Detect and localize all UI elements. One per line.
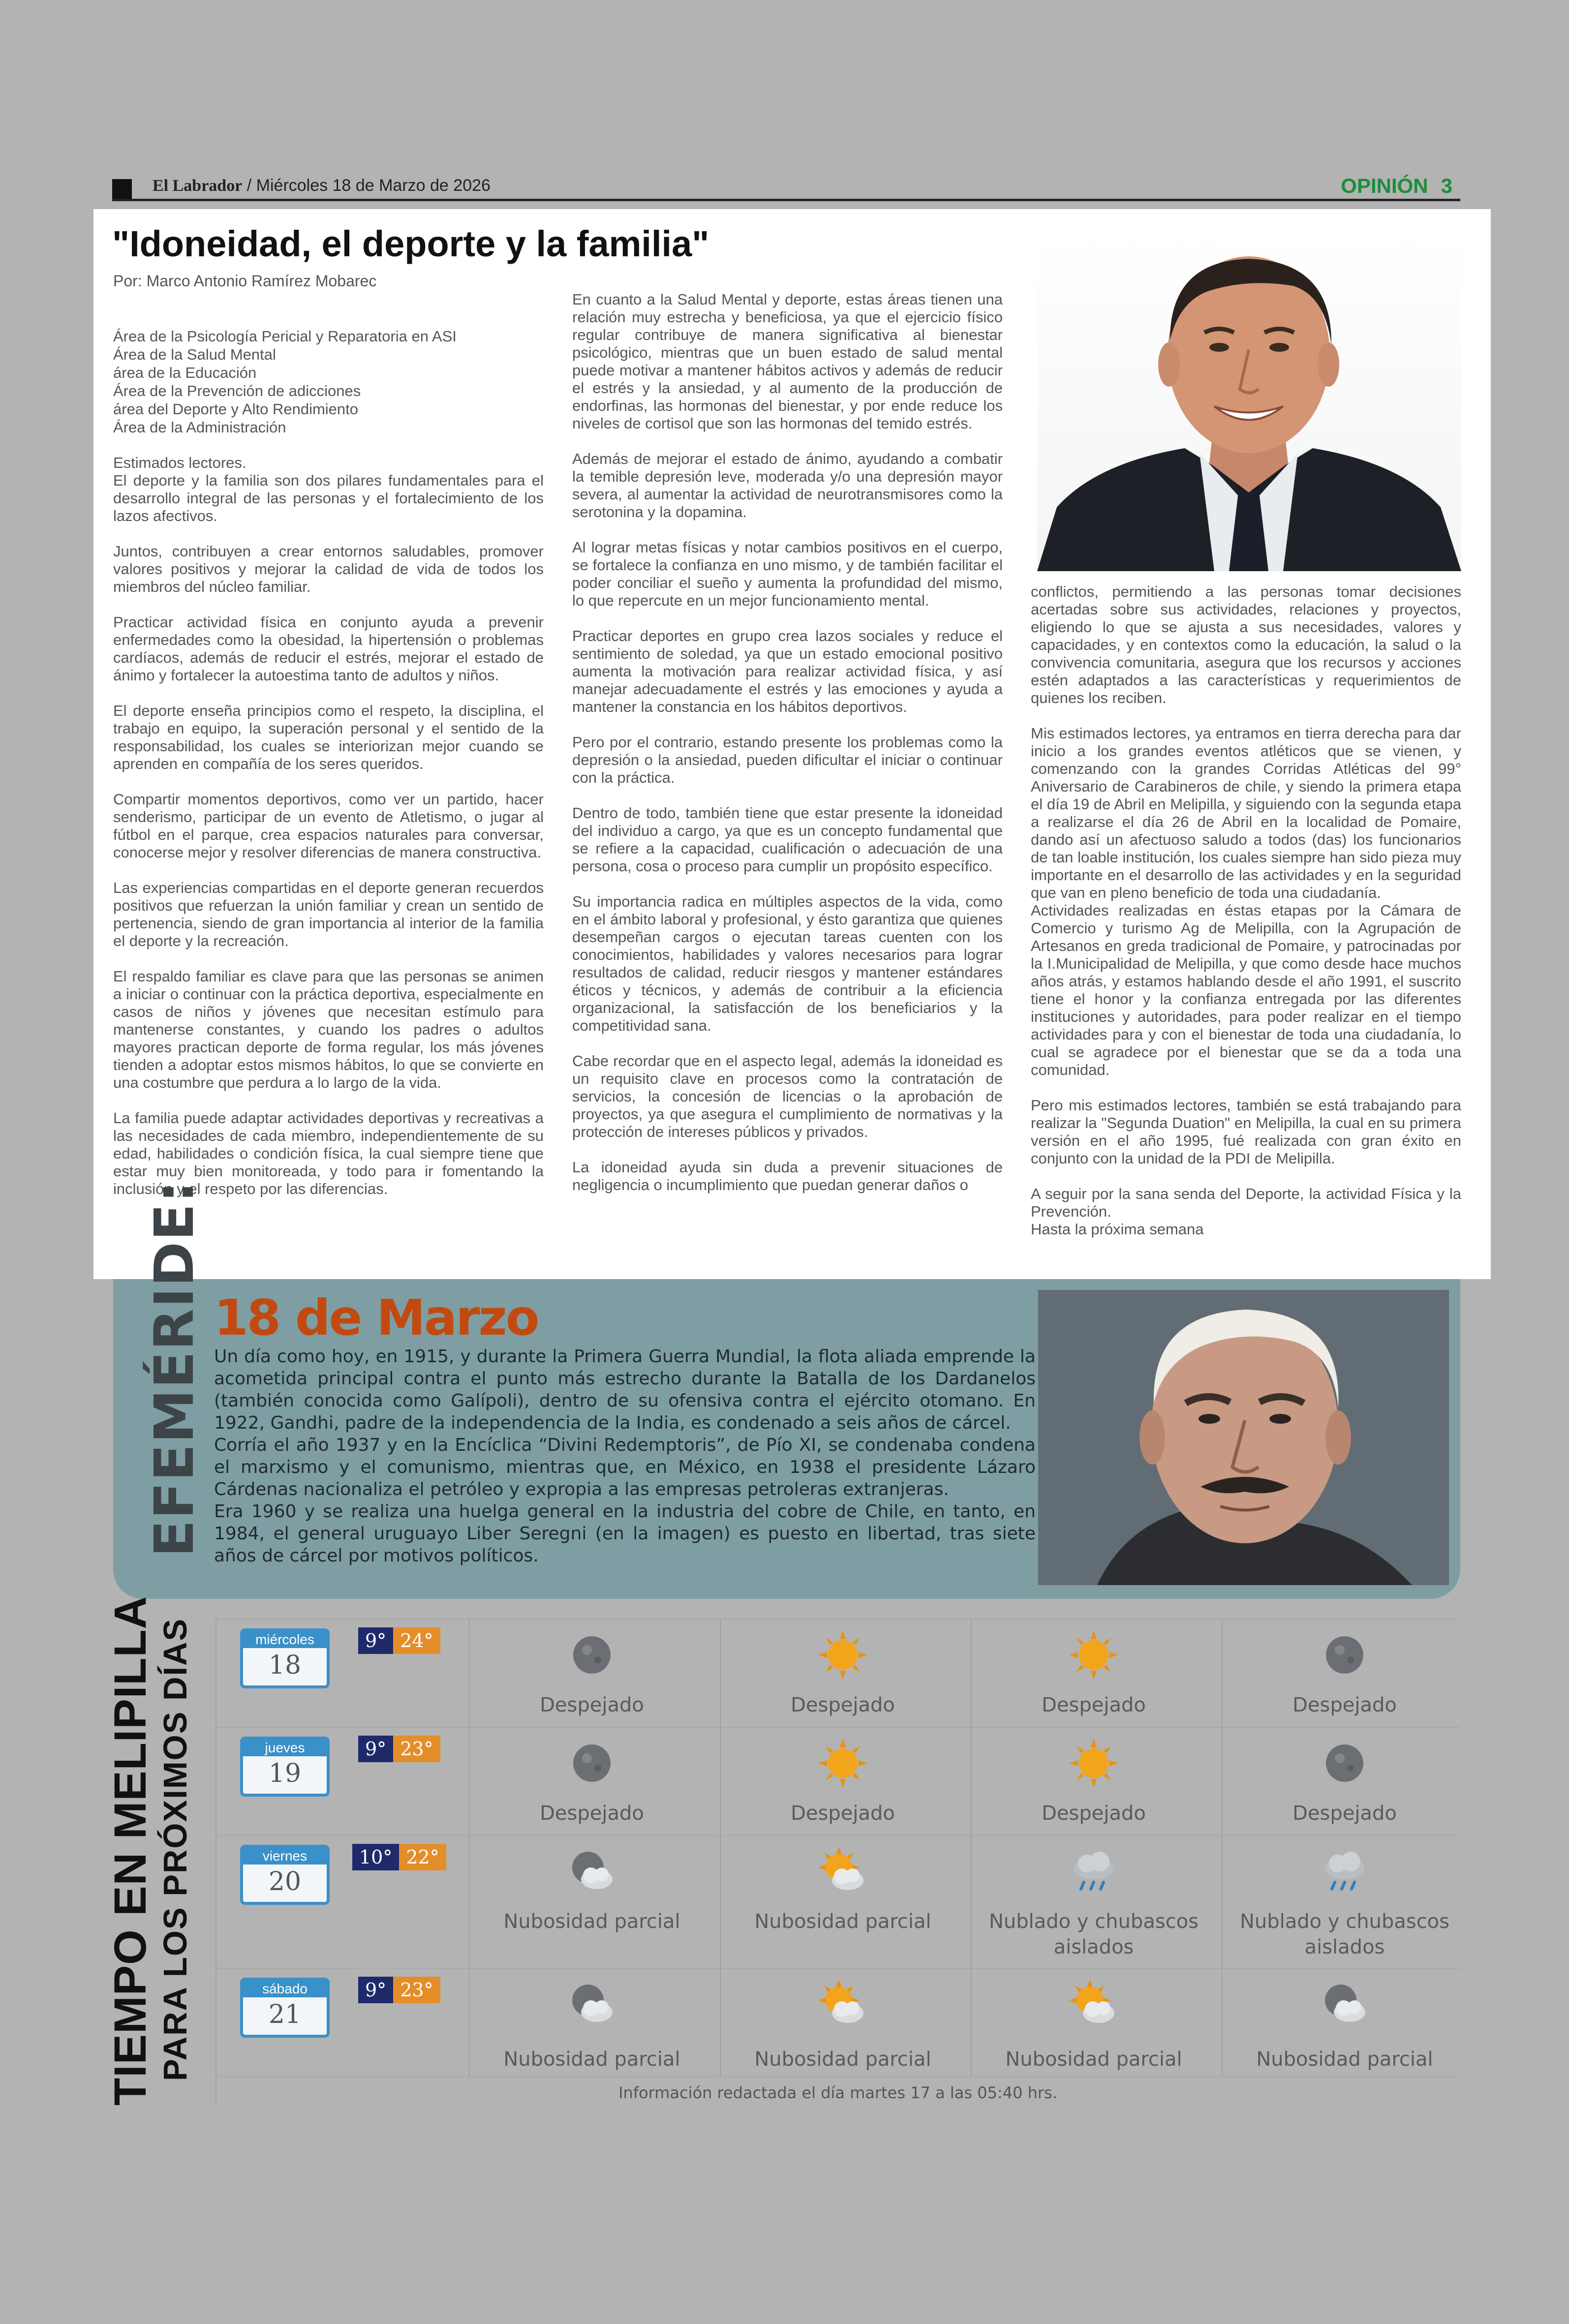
paragraph: El respaldo familiar es clave para que las personas se animen a iniciar o continuar con la práctica deportiva, especialmente en casos de niños y jóvenes que necesitan estímulo para mantenerse constantes, y cuando los padres o adultos mayores practican deporte de forma regular, los más jóvenes tienden a adoptar estos mismos hábitos, lo que se convierte en una costumbre que perdura a lo largo de la vida. bbox=[113, 968, 544, 1091]
paragraph: conflictos, permitiendo a las personas tomar decisiones acertadas sobre sus actividades, relaciones y proyectos, eligiendo lo que se ajusta a sus necesidades, valores y capacidades, y en contextos como la educación, la salud o la convivencia comunitaria, asegura que los recursos y acciones estén adaptados a las características y requerimientos de quienes los reciben. bbox=[1031, 583, 1461, 706]
article-byline: Por: Marco Antonio Ramírez Mobarec bbox=[113, 272, 377, 290]
moon-icon bbox=[567, 1739, 616, 1788]
weather-cell-afternoon bbox=[971, 1835, 1217, 1968]
paragraph: Practicar actividad física en conjunto ayuda a prevenir enfermedades como la obesidad, la hipertensión o problemas cardíacos, además de reducir el estrés, mejorar el estado de ánimo y fortalecer la autoestima tanto de adultos y niños. bbox=[113, 613, 544, 684]
day-name: jueves bbox=[243, 1740, 327, 1756]
moon-cloud-icon bbox=[567, 1847, 616, 1896]
weather-row bbox=[215, 1727, 1460, 1835]
moon-icon bbox=[1320, 1630, 1369, 1680]
section-label bbox=[1341, 174, 1452, 198]
article-column-1 bbox=[113, 327, 544, 1216]
paragraph: Además de mejorar el estado de ánimo, ayudando a combatir la temible depresión leve, moderada y/o una depresión mayor severa, al aumentar la actividad de neurotransmisores como la serotonina y la dopamina. bbox=[572, 450, 1003, 520]
day-name: sábado bbox=[243, 1981, 327, 1997]
author-area: Área de la Administración bbox=[113, 419, 286, 436]
condition-text: Nubosidad parcial bbox=[754, 1910, 931, 1933]
efemeride-paragraph: Era 1960 y se realiza una huelga general en la industria del cobre de Chile, en tanto, en 1984, el general uruguayo Liber Seregni (en la imagen) es puesto en libertad, tras siete años de cárcel por motivos políticos. bbox=[214, 1501, 1036, 1566]
day-name: miércoles bbox=[243, 1631, 327, 1648]
condition-text: Despejado bbox=[1042, 1694, 1146, 1716]
weather-footer-note: Información redactada el día martes 17 a las 05:40 hrs. bbox=[618, 2083, 1057, 2102]
paragraph: El deporte enseña principios como el respeto, la disciplina, el trabajo en equipo, la superación personal y el sentido de la responsabilidad, los cuales se interiorizan mejor cuando se aprenden en compañía de los seres queridos. bbox=[113, 702, 544, 772]
day-number: 18 bbox=[268, 1651, 302, 1680]
article-title: "Idoneidad, el deporte y la familia" bbox=[112, 223, 709, 264]
sun-cloud-icon bbox=[818, 1980, 867, 2029]
paragraph: En cuanto a la Salud Mental y deporte, estas áreas tienen una relación muy estrecha y beneficiosa, ya que el ejercicio físico regular contribuye de manera significativa al bienestar psicológico, mientras que un buen estado de salud mental puede motivar a mantener hábitos activos y además de reducir el estrés y la ansiedad, y al aumento de la producción de endorfinas, las hormonas del bienestar, y por ende reduce los niveles de cortisol que son las hormonas del temido estrés. bbox=[572, 291, 1003, 432]
article-column-3 bbox=[1031, 583, 1461, 1256]
day-number: 20 bbox=[268, 1867, 302, 1896]
condition-text: Despejado bbox=[791, 1694, 895, 1716]
weather-cell-night bbox=[469, 1727, 715, 1835]
temp-min: 9° bbox=[358, 1627, 393, 1654]
day-number: 21 bbox=[268, 2000, 302, 2029]
temperature-range bbox=[358, 1627, 440, 1654]
temperature-range bbox=[358, 1736, 440, 1762]
day-name: viernes bbox=[243, 1848, 327, 1865]
page-number: 3 bbox=[1441, 174, 1452, 197]
condition-text: Nubosidad parcial bbox=[503, 1910, 680, 1933]
weather-cell-morning bbox=[720, 1835, 966, 1968]
condition-text: Nubosidad parcial bbox=[754, 2048, 931, 2071]
sun-icon bbox=[818, 1630, 867, 1680]
day-number: 19 bbox=[268, 1759, 302, 1788]
efemeride-photo bbox=[1038, 1290, 1449, 1585]
author-area: área del Deporte y Alto Rendimiento bbox=[113, 400, 359, 418]
weather-cell-afternoon bbox=[971, 1968, 1217, 2076]
author-areas bbox=[113, 327, 544, 436]
weather-row bbox=[215, 1835, 1460, 1968]
rain-cloud-icon bbox=[1069, 1847, 1118, 1896]
paragraph: A seguir por la sana senda del Deporte, la actividad Física y la Prevención. Hasta la próxima semana bbox=[1031, 1185, 1461, 1238]
condition-text: Despejado bbox=[791, 1802, 895, 1825]
header-square-mark bbox=[112, 179, 132, 199]
temperature-range bbox=[358, 1977, 440, 2003]
paragraph: Pero mis estimados lectores, también se está trabajando para realizar la "Segunda Duation" en Melipilla, la cual en su primera versión en el año 1995, fué realizada con gran éxito en conjunto con la unidad de la PDI de Melipilla. bbox=[1031, 1097, 1461, 1167]
paragraph: Juntos, contribuyen a crear entornos saludables, promover valores positivos y mejorar la calidad de vida de todos los miembros del núcleo familiar. bbox=[113, 543, 544, 595]
author-area: Área de la Prevención de adicciones bbox=[113, 382, 361, 399]
temp-min: 9° bbox=[358, 1977, 393, 2003]
rain-cloud-icon bbox=[1320, 1847, 1369, 1896]
temp-min: 9° bbox=[358, 1736, 393, 1762]
condition-text: Despejado bbox=[1292, 1802, 1397, 1825]
weather-cell-night bbox=[469, 1619, 715, 1727]
page-header bbox=[112, 173, 1460, 201]
paragraph: Su importancia radica en múltiples aspectos de la vida, como en el ámbito laboral y profesional, y ésto garantiza que quienes desempeñan cargos o ejecutan tareas cuenten con los conocimientos, habilidades y valores necesarios para lograr resultados de calidad, reducir riesgos y mantener estándares éticos y técnicos, y además de contribuir a la eficiencia organizacional, la satisfacción de los beneficiarios y la competitividad sana. bbox=[572, 893, 1003, 1034]
temp-min: 10° bbox=[352, 1844, 399, 1870]
moon-cloud-icon bbox=[1320, 1980, 1369, 2029]
efemeride-paragraph: Corría el año 1937 y en la Encíclica “Divini Redemptoris”, de Pío XI, se condenaba condena el marxismo y el comunismo, mientras que, en México, en 1938 el presidente Lázaro Cárdenas nacionaliza el petróleo y expropia a las empresas petroleras extranjeras. bbox=[214, 1435, 1036, 1499]
day-badge bbox=[240, 1737, 330, 1797]
day-badge bbox=[240, 1628, 330, 1688]
temp-max: 23° bbox=[393, 1736, 440, 1762]
condition-text: Despejado bbox=[540, 1802, 644, 1825]
paragraph: Cabe recordar que en el aspecto legal, además la idoneidad es un requisito clave en procesos como la contratación de servicios, la concesión de licencias o la aprobación de proyectos, ya que asegura el cumplimiento de normativas y la protección de intereses públicos y privados. bbox=[572, 1052, 1003, 1140]
weather-row bbox=[215, 1968, 1460, 2076]
paragraph: Estimados lectores. El deporte y la familia son dos pilares fundamentales para el desarrollo integral de las personas y el fortalecimiento de los lazos afectivos. bbox=[113, 454, 544, 524]
sun-icon bbox=[1069, 1739, 1118, 1788]
sun-cloud-icon bbox=[818, 1847, 867, 1896]
paragraph: Las experiencias compartidas en el deporte generan recuerdos positivos que refuerzan la unión familiar y crean un sentido de pertenencia, siendo de gran importancia al interior de la familia el deporte y la recreación. bbox=[113, 879, 544, 949]
temp-max: 22° bbox=[399, 1844, 446, 1870]
author-area: área de la Educación bbox=[113, 364, 257, 381]
sun-icon bbox=[1069, 1630, 1118, 1680]
publication-name: El Labrador bbox=[153, 177, 243, 195]
weather-cell-evening bbox=[1222, 1619, 1468, 1727]
sun-cloud-icon bbox=[1069, 1980, 1118, 2029]
opinion-article bbox=[93, 209, 1491, 1279]
weather-cell-morning bbox=[720, 1727, 966, 1835]
publication-date: / Miércoles 18 de Marzo de 2026 bbox=[246, 176, 491, 195]
condition-text: Nubosidad parcial bbox=[503, 2048, 680, 2071]
weather-cell-night bbox=[469, 1968, 715, 2076]
weather-title: TIEMPO EN MELIPILLA bbox=[105, 1595, 155, 2106]
paragraph: Pero por el contrario, estando presente los problemas como la depresión o la ansiedad, pueden dificultar el iniciar o continuar con la práctica. bbox=[572, 734, 1003, 786]
condition-text: Nubosidad parcial bbox=[1256, 2048, 1433, 2071]
grid-line bbox=[215, 2076, 1460, 2077]
temp-max: 23° bbox=[393, 1977, 440, 2003]
paragraph: Al lograr metas físicas y notar cambios positivos en el cuerpo, se fortalece la confianza en uno mismo, y de también facilitar el poder conciliar el sueño y aumenta la profundidad del mismo, lo que repercute en un mejor funcionamiento mental. bbox=[572, 539, 1003, 609]
efemeride-paragraph: Un día como hoy, en 1915, y durante la Primera Guerra Mundial, la flota aliada emprende la acometida principal contra el punto más estrecho durante la Batalla de los Dardanelos (también conocida como Galípoli), dentro de su ofensiva contra el ejército otomano. En 1922, Gandhi, padre de la independencia de la India, es condenado a seis años de cárcel. bbox=[214, 1346, 1036, 1433]
sun-icon bbox=[818, 1739, 867, 1788]
weather-cell-morning bbox=[720, 1968, 966, 2076]
moon-icon bbox=[567, 1630, 616, 1680]
author-area: Área de la Salud Mental bbox=[113, 346, 276, 363]
weather-row bbox=[215, 1619, 1460, 1727]
author-portrait-illustration bbox=[1037, 232, 1461, 571]
day-badge bbox=[240, 1978, 330, 2038]
condition-text: Nubosidad parcial bbox=[1005, 2048, 1182, 2071]
section-name: OPINIÓN bbox=[1341, 174, 1428, 197]
author-area: Área de la Psicología Pericial y Reparatoria en ASI bbox=[113, 328, 457, 345]
weather-cell-afternoon bbox=[971, 1727, 1217, 1835]
paragraph: Mis estimados lectores, ya entramos en tierra derecha para dar inicio a los grandes eventos atléticos que se vienen, y comenzando con la grandes Corridas Atléticas del 99° Aniversario de Carabineros de chile, y siendo la primera etapa el día 19 de Abril en Melipilla, y siguiendo con la segunda etapa a realizarse el día 26 de Abril en la localidad de Pomaire, dando así un afectuoso saludo a todos (das) los funcionarios de tan loable institución, los cuales siempre han sido pieza muy importante en el desarrollo de las actividades y en la seguridad que van en pleno beneficio de toda una ciudadanía. Actividades realizadas en éstas etapas por la Cámara de Comercio y turismo Ag de Melipilla, con la Agrupación de Artesanos en greda tradicional de Pomaire, y patrocinadas por la I.Municipalidad de Melipilla, y que como desde hace muchos años atrás, y estamos hablando desde el año 1991, el suscrito tiene el honor y la confianza entregada por las diferentes instituciones y autoridades, para poder realizar en el tiempo actividades para y con el bienestar de toda una ciudadanía, lo cual se agradece por el bienestar que se da a toda una comunidad. bbox=[1031, 725, 1461, 1078]
weather-table bbox=[215, 1619, 1460, 2115]
condition-text: Despejado bbox=[540, 1694, 644, 1716]
moon-cloud-icon bbox=[567, 1980, 616, 2029]
paragraph: La familia puede adaptar actividades deportivas y recreativas a las necesidades de cada miembro, independientemente de su edad, habilidades o condición física, la cual siempre tiene que estar muy bien monitoreada, y todo para ir fomentando la inclusión y el respeto por las diferencias. bbox=[113, 1109, 544, 1197]
efemeride-date: 18 de Marzo bbox=[214, 1289, 538, 1346]
day-badge bbox=[240, 1845, 330, 1905]
efemeride-label: EFEMÉRIDE: bbox=[143, 1180, 206, 1557]
moon-icon bbox=[1320, 1739, 1369, 1788]
temperature-range bbox=[352, 1844, 446, 1870]
weather-cell-evening bbox=[1222, 1727, 1468, 1835]
paragraph: Practicar deportes en grupo crea lazos sociales y reduce el sentimiento de soledad, ya que un estado emocional positivo aumenta la motivación para realizar actividad física, y así manejar adecuadamente el estrés y las emociones y ayuda a mantener la constancia en los hábitos deportivos. bbox=[572, 627, 1003, 715]
weather-cell-evening bbox=[1222, 1835, 1468, 1968]
condition-text: Despejado bbox=[1042, 1802, 1146, 1825]
weather-cell-night bbox=[469, 1835, 715, 1968]
paragraph: Compartir momentos deportivos, como ver un partido, hacer senderismo, participar de un evento de Atletismo, o jugar al fútbol en el parque, crea espacios naturales para conversar, conocerse mejor y resolver diferencias de manera constructiva. bbox=[113, 791, 544, 861]
condition-text: Despejado bbox=[1292, 1694, 1397, 1716]
weather-cell-evening bbox=[1222, 1968, 1468, 2076]
condition-text: Nublado y chubascos aislados bbox=[989, 1910, 1199, 1958]
publication-line bbox=[153, 176, 491, 195]
efemeride-portrait-illustration bbox=[1038, 1290, 1449, 1585]
article-column-2 bbox=[572, 291, 1003, 1212]
paragraph: La idoneidad ayuda sin duda a prevenir situaciones de negligencia o incumplimiento que puedan generar daños o bbox=[572, 1159, 1003, 1193]
paragraph: Dentro de todo, también tiene que estar presente la idoneidad del individuo a cargo, ya que es un concepto fundamental que se refiere a la capacidad, cualificación o adecuación de una persona, cosa o proceso para cumplir un propósito específico. bbox=[572, 804, 1003, 875]
weather-cell-afternoon bbox=[971, 1619, 1217, 1727]
condition-text: Nublado y chubascos aislados bbox=[1240, 1910, 1449, 1958]
weather-subtitle: PARA LOS PRÓXIMOS DÍAS bbox=[157, 1618, 194, 2081]
weather-cell-morning bbox=[720, 1619, 966, 1727]
temp-max: 24° bbox=[393, 1627, 440, 1654]
author-photo bbox=[1037, 232, 1461, 571]
efemeride-text bbox=[214, 1345, 1036, 1567]
